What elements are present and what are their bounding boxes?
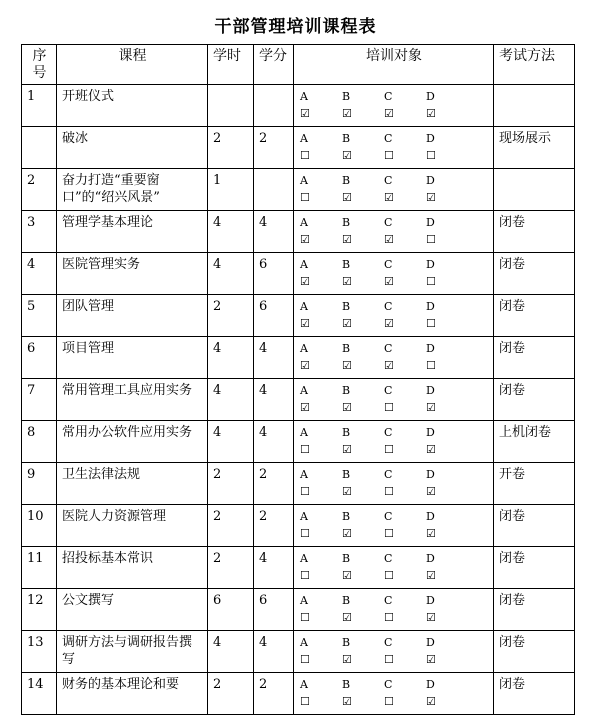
target-letter: B <box>342 468 351 481</box>
table-row <box>22 211 575 253</box>
cell-exam: 闭卷 <box>494 631 575 673</box>
cell-exam: 开卷 <box>494 463 575 505</box>
checked-box-icon[interactable]: ☑ <box>426 107 436 120</box>
cell-course: 管理学基本理论 <box>57 211 208 253</box>
checked-box-icon[interactable]: ☑ <box>300 107 310 120</box>
checked-box-icon[interactable]: ☑ <box>300 359 310 372</box>
unchecked-box-icon[interactable]: ☐ <box>300 149 310 162</box>
unchecked-box-icon[interactable]: ☐ <box>384 149 394 162</box>
target-checkboxes <box>300 232 489 248</box>
unchecked-box-icon[interactable]: ☐ <box>426 233 436 246</box>
unchecked-box-icon[interactable]: ☐ <box>300 569 310 582</box>
cell-hours: 4 <box>208 253 254 295</box>
checked-box-icon[interactable]: ☑ <box>342 275 352 288</box>
target-letter: A <box>300 678 308 691</box>
target-group <box>299 214 489 248</box>
checked-box-icon[interactable]: ☑ <box>342 569 352 582</box>
header-hours: 学时 <box>208 45 254 85</box>
target-letters <box>300 88 489 106</box>
target-letter: D <box>426 216 435 229</box>
table-row <box>22 673 575 715</box>
cell-index: 1 <box>22 85 57 127</box>
table-row <box>22 169 575 211</box>
target-letter: C <box>384 384 393 397</box>
unchecked-box-icon[interactable]: ☐ <box>300 527 310 540</box>
checked-box-icon[interactable]: ☑ <box>342 527 352 540</box>
target-letter: A <box>300 300 308 313</box>
table-row <box>22 505 575 547</box>
target-letter: A <box>300 174 308 187</box>
target-letter: B <box>342 636 351 649</box>
unchecked-box-icon[interactable]: ☐ <box>300 485 310 498</box>
checked-box-icon[interactable]: ☑ <box>426 653 436 666</box>
target-letter: C <box>384 90 393 103</box>
target-letters <box>300 256 489 274</box>
target-letter: C <box>384 258 393 271</box>
cell-course: 破冰 <box>57 127 208 169</box>
target-letter: B <box>342 552 351 565</box>
unchecked-box-icon[interactable]: ☐ <box>426 359 436 372</box>
cell-hours: 2 <box>208 127 254 169</box>
cell-index: 7 <box>22 379 57 421</box>
cell-credits: 2 <box>254 505 294 547</box>
cell-credits <box>254 85 294 127</box>
table-row <box>22 421 575 463</box>
target-letter: A <box>300 594 308 607</box>
target-letter: C <box>384 594 393 607</box>
unchecked-box-icon[interactable]: ☐ <box>384 443 394 456</box>
checked-box-icon[interactable]: ☑ <box>342 149 352 162</box>
cell-exam: 闭卷 <box>494 547 575 589</box>
cell-index: 3 <box>22 211 57 253</box>
header-index: 序号 <box>22 45 57 85</box>
target-letter: C <box>384 510 393 523</box>
target-letter: D <box>426 636 435 649</box>
cell-course: 招投标基本常识 <box>57 547 208 589</box>
checked-box-icon[interactable]: ☑ <box>342 317 352 330</box>
target-letter: B <box>342 510 351 523</box>
cell-index: 10 <box>22 505 57 547</box>
cell-exam: 上机闭卷 <box>494 421 575 463</box>
cell-credits: 6 <box>254 295 294 337</box>
cell-targets <box>294 463 494 505</box>
target-letter: D <box>426 678 435 691</box>
cell-credits: 4 <box>254 631 294 673</box>
target-letter: B <box>342 300 351 313</box>
cell-index: 6 <box>22 337 57 379</box>
target-group <box>299 130 489 164</box>
checked-box-icon[interactable]: ☑ <box>300 275 310 288</box>
checked-box-icon[interactable]: ☑ <box>342 359 352 372</box>
target-letter: D <box>426 468 435 481</box>
cell-targets <box>294 421 494 463</box>
cell-course: 常用办公软件应用实务 <box>57 421 208 463</box>
cell-exam <box>494 169 575 211</box>
table-row <box>22 85 575 127</box>
target-letter: C <box>384 174 393 187</box>
target-letters <box>300 172 489 190</box>
target-group <box>299 634 489 668</box>
cell-credits: 6 <box>254 253 294 295</box>
target-letters <box>300 424 489 442</box>
target-letter: A <box>300 216 308 229</box>
cell-course: 开班仪式 <box>57 85 208 127</box>
target-letter: B <box>342 258 351 271</box>
cell-credits: 4 <box>254 337 294 379</box>
target-group <box>299 298 489 332</box>
target-letters <box>300 466 489 484</box>
checked-box-icon[interactable]: ☑ <box>300 401 310 414</box>
target-checkboxes <box>300 484 489 500</box>
cell-course: 调研方法与调研报告撰写 <box>57 631 208 673</box>
checked-box-icon[interactable]: ☑ <box>384 107 394 120</box>
target-checkboxes <box>300 442 489 458</box>
cell-exam: 闭卷 <box>494 673 575 715</box>
target-checkboxes <box>300 610 489 626</box>
cell-exam: 闭卷 <box>494 379 575 421</box>
target-group <box>299 550 489 584</box>
cell-exam: 闭卷 <box>494 295 575 337</box>
target-group <box>299 592 489 626</box>
target-letter: C <box>384 426 393 439</box>
cell-course: 医院管理实务 <box>57 253 208 295</box>
target-letters <box>300 340 489 358</box>
cell-targets <box>294 505 494 547</box>
target-checkboxes <box>300 148 489 164</box>
cell-targets <box>294 85 494 127</box>
target-letter: A <box>300 426 308 439</box>
cell-hours: 2 <box>208 505 254 547</box>
unchecked-box-icon[interactable]: ☐ <box>300 611 310 624</box>
cell-exam <box>494 85 575 127</box>
page-title: 干部管理培训课程表 <box>214 17 377 37</box>
cell-targets <box>294 589 494 631</box>
target-letter: A <box>300 636 308 649</box>
header-course: 课程 <box>57 45 208 85</box>
target-letter: A <box>300 468 308 481</box>
target-checkboxes <box>300 190 489 206</box>
unchecked-box-icon[interactable]: ☐ <box>384 611 394 624</box>
cell-hours: 2 <box>208 673 254 715</box>
target-checkboxes <box>300 568 489 584</box>
course-table <box>21 44 575 715</box>
cell-exam: 闭卷 <box>494 337 575 379</box>
unchecked-box-icon[interactable]: ☐ <box>384 569 394 582</box>
cell-course: 项目管理 <box>57 337 208 379</box>
target-letter: C <box>384 468 393 481</box>
header-credits: 学分 <box>254 45 294 85</box>
table-row <box>22 127 575 169</box>
cell-targets <box>294 337 494 379</box>
target-letter: C <box>384 132 393 145</box>
table-row <box>22 295 575 337</box>
cell-course: 卫生法律法规 <box>57 463 208 505</box>
checked-box-icon[interactable]: ☑ <box>342 611 352 624</box>
unchecked-box-icon[interactable]: ☐ <box>300 191 310 204</box>
unchecked-box-icon[interactable]: ☐ <box>300 695 310 708</box>
cell-hours: 1 <box>208 169 254 211</box>
table-row <box>22 379 575 421</box>
checked-box-icon[interactable]: ☑ <box>426 401 436 414</box>
target-letters <box>300 130 489 148</box>
target-group <box>299 424 489 458</box>
target-letter: D <box>426 552 435 565</box>
cell-course: 奋力打造“重要窗口”的“绍兴风景” <box>57 169 208 211</box>
target-letter: B <box>342 594 351 607</box>
cell-index: 14 <box>22 673 57 715</box>
cell-index: 13 <box>22 631 57 673</box>
target-letter: D <box>426 594 435 607</box>
cell-course: 财务的基本理论和要 <box>57 673 208 715</box>
cell-index: 9 <box>22 463 57 505</box>
cell-targets <box>294 295 494 337</box>
target-letter: C <box>384 342 393 355</box>
header-targets: 培训对象 <box>294 45 494 85</box>
checked-box-icon[interactable]: ☑ <box>426 611 436 624</box>
cell-credits <box>254 169 294 211</box>
target-group <box>299 382 489 416</box>
target-letters <box>300 382 489 400</box>
target-letters <box>300 592 489 610</box>
cell-targets <box>294 211 494 253</box>
checked-box-icon[interactable]: ☑ <box>342 233 352 246</box>
target-group <box>299 340 489 374</box>
unchecked-box-icon[interactable]: ☐ <box>384 401 394 414</box>
target-letters <box>300 676 489 694</box>
cell-index: 2 <box>22 169 57 211</box>
checked-box-icon[interactable]: ☑ <box>426 695 436 708</box>
table-header-row <box>22 45 575 85</box>
target-letter: B <box>342 90 351 103</box>
checked-box-icon[interactable]: ☑ <box>426 485 436 498</box>
cell-index: 5 <box>22 295 57 337</box>
cell-exam: 现场展示 <box>494 127 575 169</box>
checked-box-icon[interactable]: ☑ <box>342 191 352 204</box>
target-letter: B <box>342 174 351 187</box>
cell-hours: 4 <box>208 421 254 463</box>
checked-box-icon[interactable]: ☑ <box>342 695 352 708</box>
checked-box-icon[interactable]: ☑ <box>426 569 436 582</box>
table-row <box>22 463 575 505</box>
target-letter: A <box>300 342 308 355</box>
checked-box-icon[interactable]: ☑ <box>300 233 310 246</box>
checked-box-icon[interactable]: ☑ <box>426 443 436 456</box>
unchecked-box-icon[interactable]: ☐ <box>384 695 394 708</box>
checked-box-icon[interactable]: ☑ <box>384 191 394 204</box>
cell-targets <box>294 631 494 673</box>
unchecked-box-icon[interactable]: ☐ <box>426 275 436 288</box>
checked-box-icon[interactable]: ☑ <box>300 317 310 330</box>
target-letter: A <box>300 552 308 565</box>
cell-course: 公文撰写 <box>57 589 208 631</box>
cell-targets <box>294 169 494 211</box>
unchecked-box-icon[interactable]: ☐ <box>384 527 394 540</box>
cell-credits: 4 <box>254 211 294 253</box>
checked-box-icon[interactable]: ☑ <box>384 359 394 372</box>
target-checkboxes <box>300 694 489 710</box>
checked-box-icon[interactable]: ☑ <box>342 401 352 414</box>
cell-hours: 4 <box>208 631 254 673</box>
target-letter: C <box>384 678 393 691</box>
header-exam: 考试方法 <box>494 45 575 85</box>
target-letter: D <box>426 510 435 523</box>
target-letters <box>300 508 489 526</box>
cell-exam: 闭卷 <box>494 211 575 253</box>
cell-targets <box>294 547 494 589</box>
cell-index: 12 <box>22 589 57 631</box>
cell-credits: 4 <box>254 379 294 421</box>
target-checkboxes <box>300 358 489 374</box>
target-letter: C <box>384 300 393 313</box>
cell-credits: 4 <box>254 547 294 589</box>
table-body <box>22 85 575 715</box>
target-checkboxes <box>300 106 489 122</box>
target-group <box>299 676 489 710</box>
cell-index: 4 <box>22 253 57 295</box>
table-row <box>22 337 575 379</box>
target-letter: B <box>342 384 351 397</box>
cell-credits: 2 <box>254 127 294 169</box>
cell-index: 8 <box>22 421 57 463</box>
target-letter: D <box>426 90 435 103</box>
target-group <box>299 172 489 206</box>
checked-box-icon[interactable]: ☑ <box>426 527 436 540</box>
target-checkboxes <box>300 652 489 668</box>
table-row <box>22 547 575 589</box>
target-group <box>299 466 489 500</box>
unchecked-box-icon[interactable]: ☐ <box>426 149 436 162</box>
unchecked-box-icon[interactable]: ☐ <box>384 653 394 666</box>
target-letters <box>300 214 489 232</box>
unchecked-box-icon[interactable]: ☐ <box>384 485 394 498</box>
cell-targets <box>294 673 494 715</box>
cell-hours: 2 <box>208 547 254 589</box>
target-checkboxes <box>300 274 489 290</box>
cell-targets <box>294 253 494 295</box>
cell-targets <box>294 379 494 421</box>
target-letter: C <box>384 552 393 565</box>
checked-box-icon[interactable]: ☑ <box>342 107 352 120</box>
target-letter: B <box>342 216 351 229</box>
target-letter: B <box>342 342 351 355</box>
checked-box-icon[interactable]: ☑ <box>384 275 394 288</box>
target-letter: A <box>300 90 308 103</box>
cell-index: 11 <box>22 547 57 589</box>
cell-hours: 2 <box>208 463 254 505</box>
cell-course: 常用管理工具应用实务 <box>57 379 208 421</box>
cell-exam: 闭卷 <box>494 589 575 631</box>
target-checkboxes <box>300 400 489 416</box>
target-letter: D <box>426 258 435 271</box>
target-letters <box>300 550 489 568</box>
target-letter: D <box>426 132 435 145</box>
target-letter: D <box>426 342 435 355</box>
unchecked-box-icon[interactable]: ☐ <box>300 443 310 456</box>
cell-course: 医院人力资源管理 <box>57 505 208 547</box>
checked-box-icon[interactable]: ☑ <box>384 317 394 330</box>
unchecked-box-icon[interactable]: ☐ <box>426 317 436 330</box>
checked-box-icon[interactable]: ☑ <box>342 653 352 666</box>
checked-box-icon[interactable]: ☑ <box>426 191 436 204</box>
target-letter: B <box>342 678 351 691</box>
target-letter: A <box>300 384 308 397</box>
cell-index <box>22 127 57 169</box>
table-row <box>22 589 575 631</box>
cell-course: 团队管理 <box>57 295 208 337</box>
cell-credits: 4 <box>254 421 294 463</box>
target-letter: A <box>300 132 308 145</box>
cell-targets <box>294 127 494 169</box>
target-letter: D <box>426 384 435 397</box>
target-letter: B <box>342 132 351 145</box>
unchecked-box-icon[interactable]: ☐ <box>300 653 310 666</box>
target-letter: D <box>426 426 435 439</box>
table-row <box>22 631 575 673</box>
cell-hours: 4 <box>208 379 254 421</box>
cell-hours: 2 <box>208 295 254 337</box>
cell-hours <box>208 85 254 127</box>
cell-hours: 6 <box>208 589 254 631</box>
checked-box-icon[interactable]: ☑ <box>342 443 352 456</box>
table-row <box>22 253 575 295</box>
cell-hours: 4 <box>208 337 254 379</box>
cell-exam: 闭卷 <box>494 505 575 547</box>
target-group <box>299 256 489 290</box>
target-letter: D <box>426 174 435 187</box>
checked-box-icon[interactable]: ☑ <box>384 233 394 246</box>
target-group <box>299 508 489 542</box>
cell-credits: 2 <box>254 673 294 715</box>
target-letter: C <box>384 216 393 229</box>
target-checkboxes <box>300 316 489 332</box>
target-letter: A <box>300 258 308 271</box>
target-letters <box>300 634 489 652</box>
cell-exam: 闭卷 <box>494 253 575 295</box>
checked-box-icon[interactable]: ☑ <box>342 485 352 498</box>
target-letter: A <box>300 510 308 523</box>
cell-hours: 4 <box>208 211 254 253</box>
target-letters <box>300 298 489 316</box>
target-checkboxes <box>300 526 489 542</box>
target-letter: D <box>426 300 435 313</box>
cell-credits: 6 <box>254 589 294 631</box>
cell-credits: 2 <box>254 463 294 505</box>
target-group <box>299 88 489 122</box>
target-letter: C <box>384 636 393 649</box>
target-letter: B <box>342 426 351 439</box>
